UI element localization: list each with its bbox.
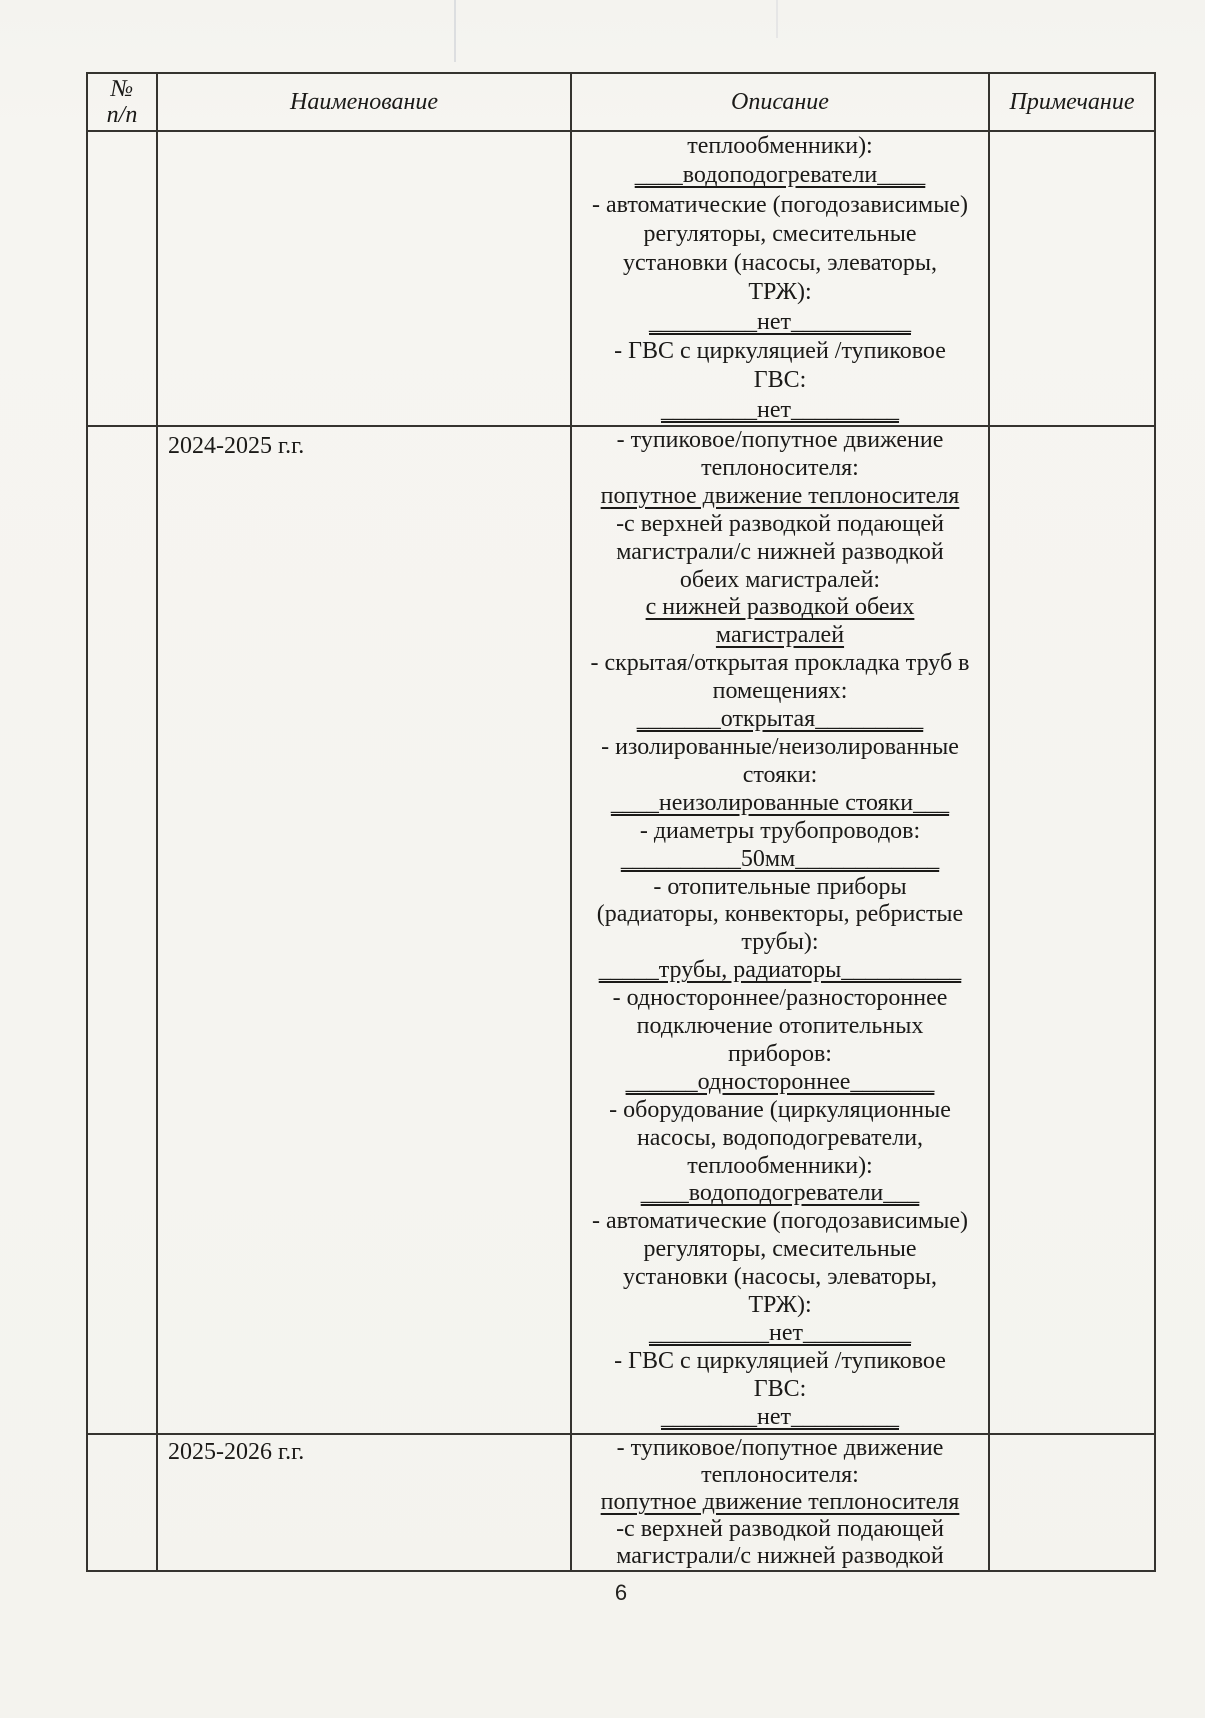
description-text: попутное движение теплоносителя xyxy=(600,482,960,509)
description-line xyxy=(574,790,986,818)
description-text: ________нет_________ xyxy=(661,396,899,423)
page-number: 6 xyxy=(614,1580,628,1605)
cell-note xyxy=(990,1435,1154,1570)
description-line xyxy=(574,734,986,762)
description-text: - отопительные приборы xyxy=(653,873,907,900)
description-line xyxy=(574,1348,986,1376)
description-text: ________нет_________ xyxy=(661,1403,899,1430)
scan-streak-artifact xyxy=(454,0,456,62)
description-text: насосы, водоподогреватели, xyxy=(636,1124,924,1151)
cell-description xyxy=(572,1435,990,1570)
description-text: регуляторы, смесительные xyxy=(643,1236,917,1263)
description-text: с нижней разводкой обеих xyxy=(645,594,915,621)
description-text: магистрали/с нижней разводкой xyxy=(616,1543,944,1569)
description-line xyxy=(574,901,986,929)
header-name-label: Наименование xyxy=(289,89,439,115)
description-text: ______одностороннее_______ xyxy=(625,1068,935,1095)
header-number-line1: № xyxy=(110,76,134,102)
description-line xyxy=(574,594,986,622)
description-text: -с верхней разводкой подающей xyxy=(616,510,944,537)
description-line xyxy=(574,1376,986,1404)
description-line xyxy=(574,762,986,790)
description-line xyxy=(574,650,986,678)
description-text: теплоносителя: xyxy=(701,454,859,481)
description-line xyxy=(574,1069,986,1097)
description-line xyxy=(574,249,986,278)
description-line xyxy=(574,455,986,483)
description-text: ТРЖ): xyxy=(748,279,812,306)
description-text: - автоматические (погодозависимые) xyxy=(592,191,968,218)
table-row xyxy=(88,1435,1154,1570)
description-line xyxy=(574,874,986,902)
description-text: подключение отопительных xyxy=(636,1013,924,1040)
description-line xyxy=(574,1462,986,1489)
description-line xyxy=(574,483,986,511)
description-text: - скрытая/открытая прокладка труб в xyxy=(590,650,970,677)
description-line xyxy=(574,1208,986,1236)
header-cell-name xyxy=(158,74,572,130)
description-text: трубы): xyxy=(741,929,819,956)
cell-note xyxy=(990,427,1154,1433)
header-cell-description xyxy=(572,74,990,130)
description-line xyxy=(574,396,986,425)
description-text: теплообменники): xyxy=(687,133,873,159)
table-body xyxy=(88,132,1154,1570)
table-row xyxy=(88,132,1154,427)
description-line xyxy=(574,678,986,706)
description-line xyxy=(574,1013,986,1041)
description-line xyxy=(574,1041,986,1069)
description-line xyxy=(574,1097,986,1125)
description-line xyxy=(574,220,986,249)
description-text: - оборудование (циркуляционные xyxy=(609,1096,951,1123)
scan-streak-artifact xyxy=(776,0,778,38)
description-text: ____водоподогреватели____ xyxy=(634,162,926,189)
description-line xyxy=(574,706,986,734)
description-line xyxy=(574,622,986,650)
description-line xyxy=(574,1125,986,1153)
description-text: - одностороннее/разностороннее xyxy=(612,985,948,1012)
description-line xyxy=(574,567,986,595)
description-line xyxy=(574,1435,986,1462)
description-text: ____водоподогреватели___ xyxy=(640,1180,920,1207)
description-line xyxy=(574,308,986,337)
description-line xyxy=(574,957,986,985)
description-text: - тупиковое/попутное движение xyxy=(616,1435,944,1461)
description-text: __________нет_________ xyxy=(649,1320,911,1346)
description-line xyxy=(574,1404,986,1432)
description-text: ГВС: xyxy=(753,1375,807,1402)
heating-description-table xyxy=(86,72,1156,1572)
description-line xyxy=(574,929,986,957)
description-line xyxy=(574,1264,986,1292)
description-line xyxy=(574,1153,986,1181)
description-line xyxy=(574,1292,986,1320)
description-line xyxy=(574,1236,986,1264)
cell-number xyxy=(88,427,158,1433)
cell-name: 2024-2025 г.г. xyxy=(158,427,572,1433)
description-text: стояки: xyxy=(742,761,818,788)
description-line xyxy=(574,511,986,539)
cell-description xyxy=(572,427,990,1433)
description-line xyxy=(574,1489,986,1516)
description-line xyxy=(574,1543,986,1570)
description-line xyxy=(574,337,986,366)
description-text: __________50мм____________ xyxy=(620,845,940,872)
description-text: _______открытая_________ xyxy=(636,706,924,733)
cell-number xyxy=(88,132,158,425)
description-text: - изолированные/неизолированные xyxy=(601,733,959,760)
description-line xyxy=(574,846,986,874)
description-text: теплообменники): xyxy=(687,1152,873,1179)
description-line xyxy=(574,1320,986,1348)
description-line xyxy=(574,427,986,455)
description-text: - диаметры трубопроводов: xyxy=(639,817,921,844)
description-line xyxy=(574,132,986,161)
header-description-label: Описание xyxy=(731,89,829,115)
table-row xyxy=(88,427,1154,1435)
cell-note xyxy=(990,132,1154,425)
header-note-label: Примечание xyxy=(1009,89,1135,115)
description-text: магистралей xyxy=(715,622,845,649)
description-text: -с верхней разводкой подающей xyxy=(616,1516,944,1542)
description-line xyxy=(574,161,986,190)
description-text: _________нет__________ xyxy=(649,308,911,335)
description-line xyxy=(574,366,986,395)
description-line xyxy=(574,539,986,567)
description-text: ТРЖ): xyxy=(748,1292,812,1319)
description-text: попутное движение теплоносителя xyxy=(600,1489,960,1515)
description-text: (радиаторы, конвекторы, ребристые xyxy=(596,901,964,928)
description-line xyxy=(574,191,986,220)
header-cell-number xyxy=(88,74,158,130)
description-text: - ГВС с циркуляцией /тупиковое xyxy=(614,1347,946,1374)
description-text: обеих магистралей: xyxy=(679,566,881,593)
description-text: - тупиковое/попутное движение xyxy=(616,427,944,453)
description-text: магистрали/с нижней разводкой xyxy=(616,538,944,565)
table-header-row xyxy=(88,74,1154,132)
description-text: установки (насосы, элеваторы, xyxy=(622,250,938,277)
description-text: приборов: xyxy=(728,1040,832,1067)
header-number-line2: п/п xyxy=(106,102,138,128)
description-text: - автоматические (погодозависимые) xyxy=(592,1208,968,1235)
cell-number xyxy=(88,1435,158,1570)
description-line xyxy=(574,1180,986,1208)
description-text: установки (насосы, элеваторы, xyxy=(622,1264,938,1291)
description-line xyxy=(574,1516,986,1543)
description-text: - ГВС с циркуляцией /тупиковое xyxy=(614,338,946,365)
cell-name xyxy=(158,132,572,425)
description-text: теплоносителя: xyxy=(701,1462,859,1488)
cell-name: 2025-2026 г.г. xyxy=(158,1435,572,1570)
cell-description xyxy=(572,132,990,425)
description-text: ____неизолированные стояки___ xyxy=(610,789,950,816)
description-line xyxy=(574,278,986,307)
description-text: _____трубы, радиаторы__________ xyxy=(598,957,962,984)
description-line xyxy=(574,985,986,1013)
description-text: регуляторы, смесительные xyxy=(643,220,917,247)
header-cell-note xyxy=(990,74,1154,130)
description-line xyxy=(574,818,986,846)
description-text: ГВС: xyxy=(753,367,807,394)
description-text: помещениях: xyxy=(712,678,848,705)
